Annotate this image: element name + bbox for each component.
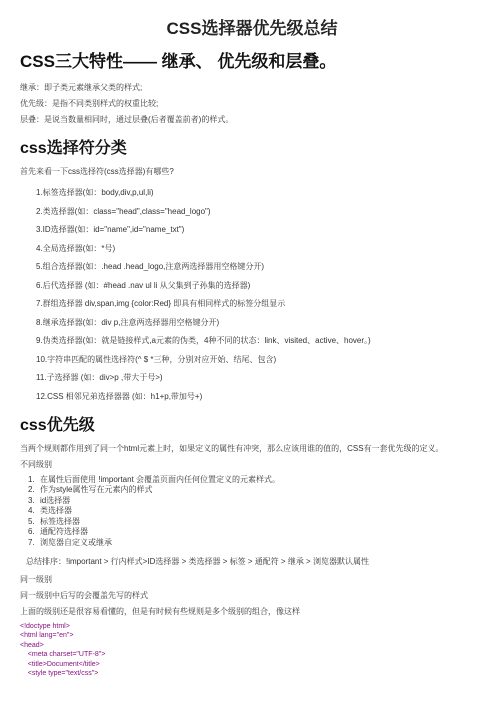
list-item: 1.标签选择器(如：body,div,p,ul,li) xyxy=(36,188,154,197)
paragraph-cascade: 层叠：是说当数量相同时，通过层叠(后者覆盖前者)的样式。 xyxy=(20,115,234,124)
priority-summary: 总结排序：!important > 行内样式>ID选择器 > 类选择器 > 标签 > 通配符 > 继承 > 浏览器默认属性 xyxy=(26,556,369,566)
list-item: 2. 作为style属性写在元素内的样式 xyxy=(28,485,153,494)
list-item: 1. 在属性后面使用 !important 会覆盖页面内任何位置定义的元素样式。 xyxy=(28,474,281,484)
same-level-label: 同一级别 xyxy=(20,574,52,584)
same-level-desc: 同一级别中后写的会覆盖先写的样式 xyxy=(20,590,148,600)
code-line: <!doctype html> xyxy=(20,622,70,630)
code-line: <html lang="en"> xyxy=(20,632,74,639)
code-line: <title>Document</title> xyxy=(20,660,100,668)
paragraph-inheritance: 继承：即子类元素继承父类的样式; xyxy=(20,83,143,92)
list-item: 9.伪类选择器(如：就是链接样式,a元素的伪类，4种不同的状态：link、visited、active、hover。) xyxy=(36,336,371,345)
list-item: 6. 通配符选择器 xyxy=(28,527,88,536)
list-item: 8.继承选择器(如：div p,注意两选择器用空格键分开) xyxy=(36,317,220,327)
list-item: 7.群组选择器 div,span,img {color:Red} 即具有相同样式的标签分组显示 xyxy=(36,299,286,308)
section-heading-css-features: CSS三大特性—— 继承、 优先级和层叠。 xyxy=(20,52,337,71)
section-heading-css-priority: css优先级 xyxy=(20,416,95,434)
code-line: <style type="text/css"> xyxy=(20,670,99,677)
list-item: 2.类选择器(如：class="head",class="head_logo") xyxy=(36,206,211,216)
paragraph-priority: 优先级：是指不同类别样式的权重比较; xyxy=(20,99,159,108)
selector-types-list xyxy=(20,187,484,402)
priority-levels-list xyxy=(20,475,484,548)
levels-label: 不同级别 xyxy=(20,459,52,469)
list-item: 5.组合选择器(如：.head .head_logo,注意两选择器用空格键分开) xyxy=(36,262,265,271)
section-heading-selector-types: css选择符分类 xyxy=(20,140,127,157)
page-title: CSS选择器优先级总结 xyxy=(166,19,338,38)
selector-types-intro: 首先来看一下css选择符(css选择器)有哪些? xyxy=(20,167,174,176)
list-item: 4.全局选择器(如：*号) xyxy=(36,243,116,253)
list-item: 5. 标签选择器 xyxy=(28,516,80,526)
list-item: 6.后代选择器 (如：#head .nav ul li 从父集到子孙集的选择器) xyxy=(36,280,251,290)
code-line: <head> xyxy=(20,641,44,649)
code-block xyxy=(20,622,484,679)
list-item: 3.ID选择器(如：id="name",id="name_txt") xyxy=(36,225,185,234)
combo-desc: 上面的级别还是很容易看懂的，但是有时候有些规则是多个级别的组合，像这样 xyxy=(20,606,300,616)
list-item: 3. id选择器 xyxy=(28,495,71,505)
list-item: 11.子选择器 (如：div>p ,带大于号>) xyxy=(36,373,163,382)
list-item: 7. 浏览器自定义或继承 xyxy=(28,537,112,547)
list-item: 10.字符串匹配的属性选择符(^ $ *三种，分别对应开始、结尾、包含) xyxy=(36,354,277,364)
priority-intro: 当两个规则都作用到了同一个html元素上时，如果定义的属性有冲突，那么应该用谁的值的，CSS有一套优先级的定义。 xyxy=(20,443,444,453)
code-line: <meta charset="UTF-8"> xyxy=(20,651,106,658)
list-item: 12.CSS 相邻兄弟选择器器 (如：h1+p,带加号+) xyxy=(36,391,203,401)
list-item: 4. 类选择器 xyxy=(28,506,72,515)
